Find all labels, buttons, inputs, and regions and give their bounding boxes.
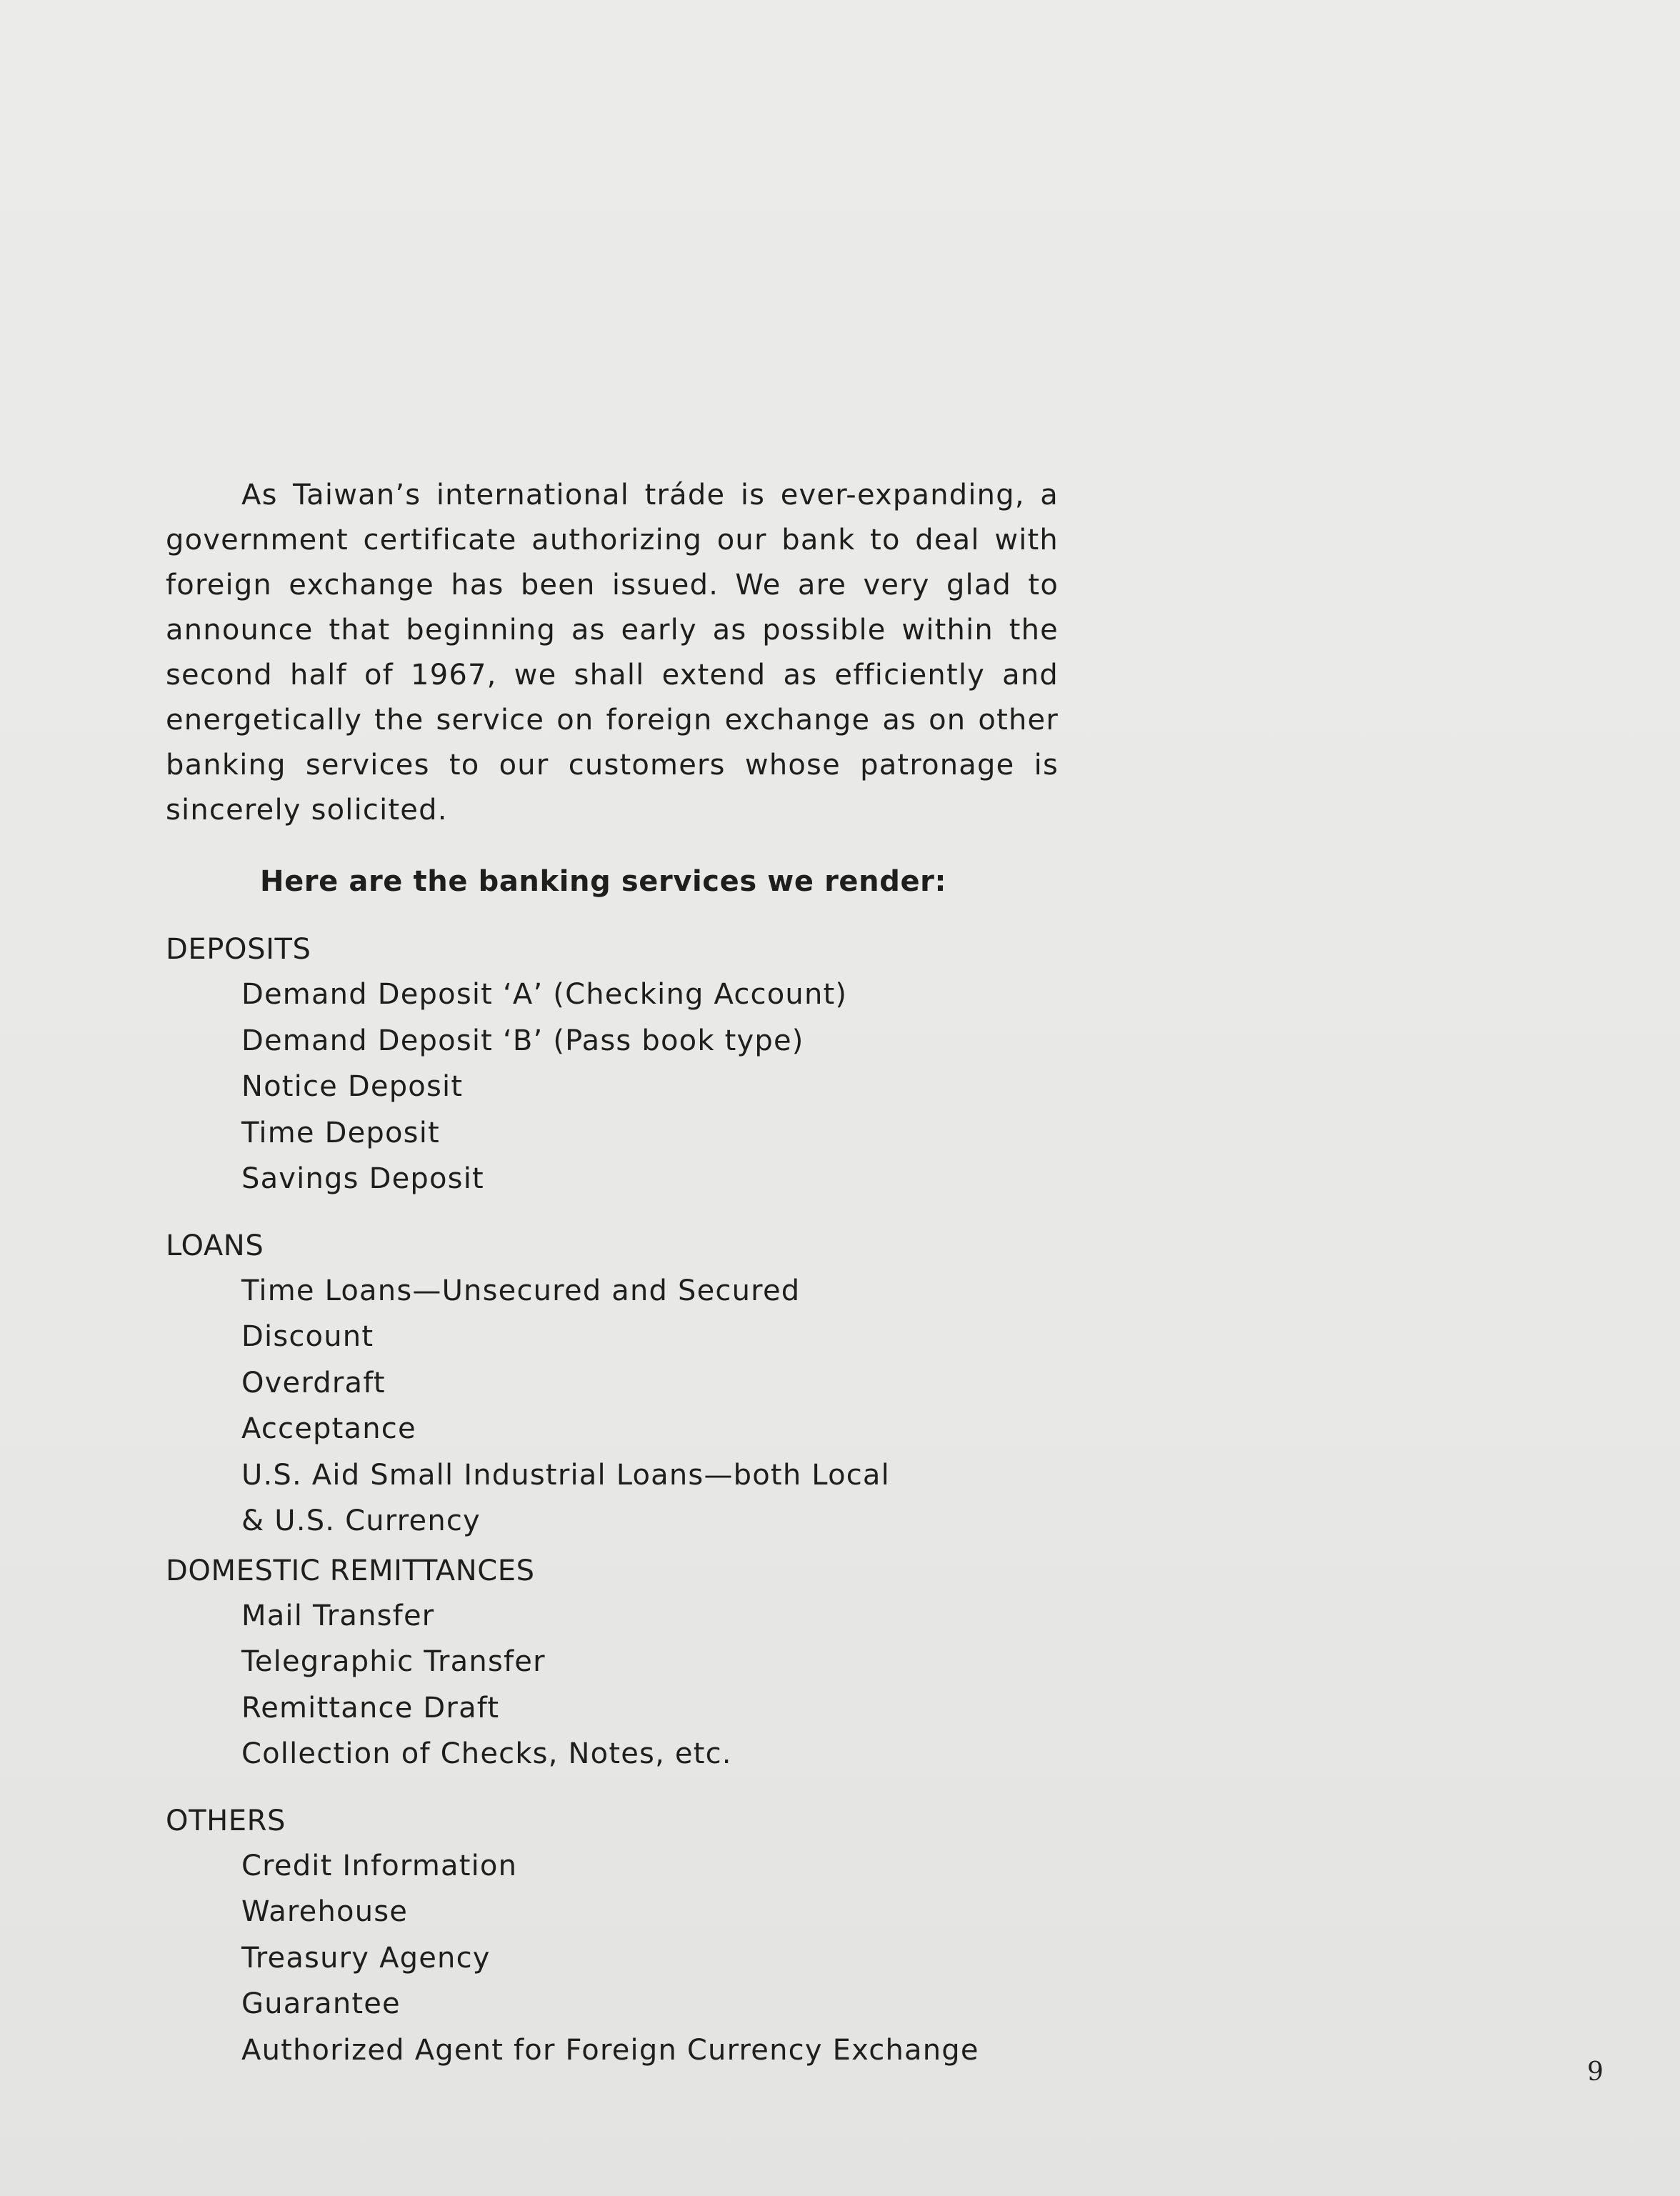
list-item: Demand Deposit ‘B’ (Pass book type)	[241, 1024, 804, 1057]
item-list	[166, 1843, 1059, 2074]
section-title: DOMESTIC REMITTANCES	[166, 1554, 535, 1587]
list-item: Discount	[241, 1320, 374, 1353]
list-item: Time Deposit	[241, 1116, 440, 1149]
list-item: Telegraphic Transfer	[241, 1645, 546, 1678]
section-loans	[166, 1224, 1059, 1544]
list-item: Acceptance	[241, 1412, 416, 1445]
list-item: Credit Information	[241, 1849, 518, 1882]
item-list	[166, 1268, 1059, 1544]
list-item: Warehouse	[241, 1895, 409, 1928]
item-list	[166, 972, 1059, 1202]
list-item: Demand Deposit ‘A’ (Checking Account)	[241, 978, 848, 1011]
list-item: Authorized Agent for Foreign Currency Exchange	[241, 2033, 979, 2067]
section-deposits	[166, 927, 1059, 1202]
page-number: 9	[1587, 2057, 1604, 2087]
intro-paragraph: As Taiwan’s international tráde is ever-expanding, a government certificate authorizing our bank to deal with foreign exchange has been issued. We are very glad to announce that beginning as early as possible within the second half of 1967, we shall extend as efficiently and energetically the service on foreign exchange as on other banking services to our customers whose patronage is sincerely solicited.	[166, 479, 1059, 827]
section-title: LOANS	[166, 1229, 264, 1262]
list-item: U.S. Aid Small Industrial Loans—both Local	[241, 1458, 890, 1492]
section-others	[166, 1799, 1059, 2074]
list-item: Time Loans—Unsecured and Secured	[241, 1274, 801, 1307]
list-item: Overdraft	[241, 1366, 386, 1399]
services-heading: Here are the banking services we render:	[260, 865, 947, 898]
list-item: Collection of Checks, Notes, etc.	[241, 1737, 732, 1770]
list-item: Savings Deposit	[241, 1162, 484, 1195]
item-list	[166, 1593, 1059, 1777]
section-domestic-remittances	[166, 1549, 1059, 1777]
section-title: OTHERS	[166, 1804, 286, 1837]
section-title: DEPOSITS	[166, 933, 311, 966]
list-item: Treasury Agency	[241, 1941, 491, 1975]
text-block	[166, 473, 1059, 2073]
list-item: & U.S. Currency	[241, 1504, 481, 1537]
list-item: Guarantee	[241, 1987, 401, 2020]
list-item: Notice Deposit	[241, 1070, 464, 1103]
list-item: Remittance Draft	[241, 1691, 500, 1725]
list-item: Mail Transfer	[241, 1599, 435, 1632]
